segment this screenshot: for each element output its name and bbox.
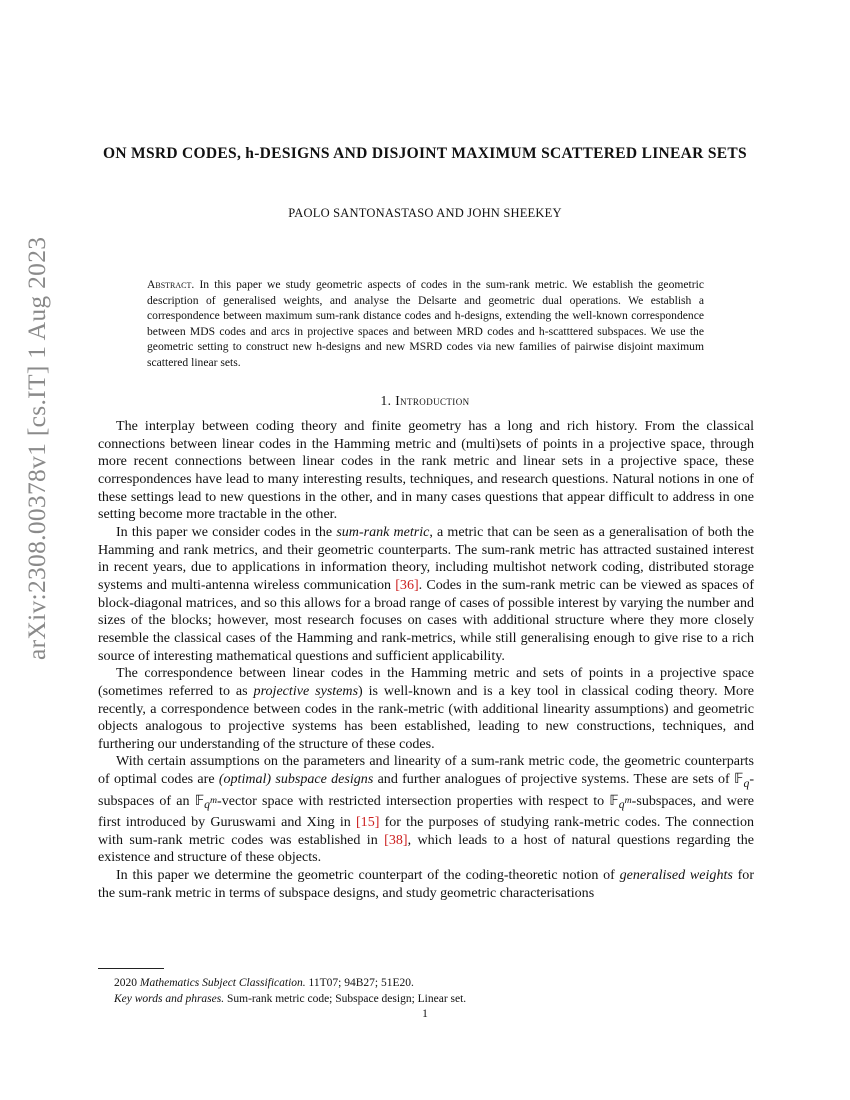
abstract-text: In this paper we study geometric aspects of codes in the sum-rank metric. We establish the geometric description of generalised weights, and analyse the Delsarte and geometric dual operations. We establish a correspondence between maximum sum-rank distance codes and h-designs, extending the well-known correspondence between MDS codes and arcs in projective spaces and between MRD codes and h-scatttered subspaces. We use the geometric setting to construct new h-designs and new MSRD codes via new families of pairwise disjoint maximum scattered linear sets. bbox=[147, 278, 704, 369]
paragraph-text: In this paper we consider codes in the bbox=[116, 523, 337, 540]
paper-authors: PAOLO SANTONASTASO AND JOHN SHEEKEY bbox=[288, 206, 562, 220]
citation-link[interactable]: [36] bbox=[395, 576, 419, 593]
paragraph-text: , which leads to a host of natural questions regarding the existence and structure of these objects. bbox=[98, 831, 754, 866]
emphasis-term: (optimal) subspace designs bbox=[218, 771, 374, 788]
abstract bbox=[147, 277, 704, 371]
msc-footnote bbox=[114, 975, 754, 991]
msc-codes: 11T07; 94B27; 51E20. bbox=[308, 977, 414, 989]
math-subscript bbox=[204, 795, 218, 812]
paragraph-text: -vector space with restricted intersection properties with respect to 𝔽 bbox=[217, 792, 619, 809]
math-superscript: m bbox=[210, 795, 218, 807]
math-subscript: q bbox=[743, 776, 750, 790]
paper-title: ON MSRD CODES, h-DESIGNS AND DISJOINT MAXIMUM SCATTERED LINEAR SETS bbox=[103, 145, 747, 162]
paragraph-text: -subspaces, and were first introduced by Guruswami and Xing in bbox=[98, 792, 754, 831]
math-subscript bbox=[618, 795, 632, 812]
abstract-label: Abstract. bbox=[147, 278, 195, 291]
paragraph-text: and further analogues of projective systems. These are sets of 𝔽 bbox=[373, 771, 744, 788]
msc-label: Mathematics Subject Classification. bbox=[139, 977, 306, 989]
paragraph bbox=[98, 665, 754, 753]
math-subscript-base: q bbox=[204, 798, 210, 812]
emphasis-term: sum-rank metric bbox=[336, 523, 430, 540]
section-title: Introduction bbox=[395, 393, 470, 408]
msc-year: 2020 bbox=[114, 977, 137, 989]
paragraph-text: -subspaces of an 𝔽 bbox=[98, 771, 754, 809]
footnote-divider bbox=[98, 968, 164, 969]
paragraph bbox=[98, 753, 754, 867]
section-heading bbox=[100, 393, 750, 409]
citation-link[interactable]: [38] bbox=[384, 831, 408, 848]
keywords-label: Key words and phrases. bbox=[114, 993, 225, 1005]
paragraph-text: The correspondence between linear codes in the Hamming metric and sets of points in a projective space (sometimes referred to as bbox=[98, 665, 754, 699]
paragraph-text: With certain assumptions on the parameters and linearity of a sum-rank metric code, the geometric counterparts of optimal codes are bbox=[98, 753, 754, 788]
arxiv-identifier: arXiv:2308.00378v1 [cs.IT] 1 Aug 2023 bbox=[22, 236, 51, 660]
page-number: 1 bbox=[422, 1008, 428, 1020]
math-superscript: m bbox=[624, 795, 632, 807]
keywords-footnote bbox=[114, 991, 754, 1007]
paragraph-text: The interplay between coding theory and finite geometry has a long and rich history. From the classical connections between linear codes in the Hamming metric and (multi)sets of points in a projective space, through more recent connections between linear codes in the rank metric and linear sets in a projective space, these correspondences have lead to many interesting results, techniques, and research questions. Natural notions in one of these settings lead to new questions in the other, and in many cases questions that appear difficult to address in one setting become more tractable in the other. bbox=[98, 418, 754, 523]
paragraph-text: for the sum-rank metric in terms of subspace designs, and study geometric characterisations bbox=[98, 867, 754, 901]
paragraph bbox=[98, 867, 754, 902]
emphasis-term: projective systems bbox=[253, 682, 359, 699]
footnotes bbox=[114, 975, 754, 1007]
section-number: 1. bbox=[380, 393, 392, 408]
paragraph-text: for the purposes of studying rank-metric codes. The connection with sum-rank metric codes was established in bbox=[98, 814, 754, 848]
citation-link[interactable]: [15] bbox=[356, 814, 380, 831]
math-subscript-base: q bbox=[618, 798, 625, 812]
paragraph-text: . Codes in the sum-rank metric can be viewed as spaces of block-diagonal matrices, and so this allows for a broad range of cases of possible interest by varying the number and sizes of the blocks; however, most research focuses on cases with additional structure where they more closely resemble the classical cases of the Hamming and rank-metrics, while still generalising enough to give rise to a rich source of interesting mathematical questions and sufficient applicability. bbox=[98, 576, 755, 664]
keywords-text: Sum-rank metric code; Subspace design; Linear set. bbox=[226, 993, 467, 1005]
paragraph bbox=[98, 418, 754, 524]
paragraph bbox=[98, 524, 754, 665]
emphasis-term: generalised weights bbox=[619, 867, 733, 884]
body-text bbox=[98, 418, 754, 902]
paragraph-text: ) is well-known and is a key tool in classical coding theory. More recently, a correspondence between codes in the rank-metric (with additional linearity assumptions) and geometric objects analogous to projective systems has been established, leading to new constructions, techniques, and furthering our understanding of the structure of these codes. bbox=[98, 682, 754, 752]
paragraph-text: , a metric that can be seen as a generalisation of both the Hamming and rank metrics, and their geometric counterparts. The sum-rank metric has attracted sustained interest in recent years, due to applications in information theory, including multishot network coding, distributed storage systems and multi-antenna wireless communication bbox=[98, 523, 754, 593]
paragraph-text: In this paper we determine the geometric counterpart of the coding-theoretic notion of bbox=[116, 867, 620, 884]
